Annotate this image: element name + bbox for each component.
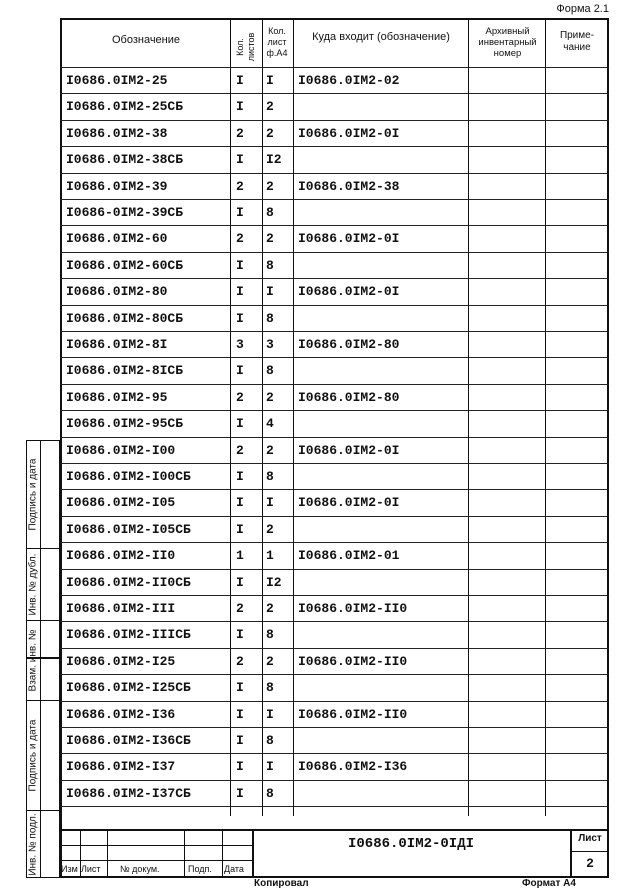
sheet-number: 2 xyxy=(586,856,594,871)
side-label-inv-podl: Инв. № подл. xyxy=(27,812,39,876)
row-where-used: I0686.0IM2-80 xyxy=(298,337,400,352)
row-designation: I0686.0IM2-95 xyxy=(66,389,168,405)
header-designation: Обозначение xyxy=(111,34,181,46)
row-format-count: 2 xyxy=(266,653,274,669)
row-where-used: I0686.0IM2-80 xyxy=(298,389,400,405)
row-format-count: I xyxy=(266,759,274,775)
row-where-used xyxy=(298,569,466,595)
row-designation: I0686.0IM2-I36 xyxy=(66,706,176,722)
row-sheets: I xyxy=(236,574,244,590)
row-sheets: 2 xyxy=(236,125,244,141)
row-designation: I0686.0IM2-I05СБ xyxy=(66,521,191,537)
row-where-used: I0686.0IM2-II0 xyxy=(298,601,408,616)
row-format-count: 2 xyxy=(266,601,274,616)
row-where-used xyxy=(298,94,466,120)
row-sheets: I xyxy=(236,706,244,722)
row-format-count: 8 xyxy=(266,205,274,220)
row-designation: I0686.0IM2-I25 xyxy=(66,653,176,669)
row-designation: I0686.0IM2-III xyxy=(66,601,176,616)
row-line xyxy=(60,806,609,807)
row-format-count: 8 xyxy=(266,785,274,801)
row-sheets: 2 xyxy=(236,601,244,616)
row-sheets: 1 xyxy=(236,548,244,564)
row-format-count: 2 xyxy=(266,125,274,141)
row-where-used xyxy=(298,305,466,331)
header-sheets-count-text: Кол. листов xyxy=(235,32,256,62)
header-archive: Архивный инвентарный номер xyxy=(478,26,537,59)
row-where-used xyxy=(298,411,466,437)
row-sheets: I xyxy=(236,205,244,220)
row-sheets: I xyxy=(236,310,244,326)
row-sheets: I xyxy=(236,521,244,537)
row-designation: I0686-0IM2-39СБ xyxy=(66,205,184,220)
sheet-label: Лист xyxy=(578,833,602,844)
row-sheets: I xyxy=(236,363,244,379)
row-format-count: 2 xyxy=(266,99,274,115)
row-designation: I0686.0IM2-I00СБ xyxy=(66,469,191,484)
row-format-count: 2 xyxy=(266,442,274,458)
row-designation: I0686.0IM2-39 xyxy=(66,178,168,194)
footer-copied: Копировал xyxy=(254,878,309,889)
row-designation: I0686.0IM2-25 xyxy=(66,73,168,88)
row-sheets: 3 xyxy=(236,337,244,352)
row-sheets: I xyxy=(236,416,244,432)
row-where-used: I0686.0IM2-I36 xyxy=(298,759,408,775)
tb-col-d xyxy=(222,829,223,878)
row-format-count: 8 xyxy=(266,363,274,379)
tb-col-list: Лист xyxy=(81,864,101,874)
row-where-used xyxy=(298,252,466,278)
row-format-count: 8 xyxy=(266,469,274,484)
row-where-used: I0686.0IM2-0I xyxy=(298,231,400,247)
row-sheets: 2 xyxy=(236,442,244,458)
row-format-count: 8 xyxy=(266,310,274,326)
row-designation: I0686.0IM2-95СБ xyxy=(66,416,184,432)
row-where-used xyxy=(298,622,466,648)
row-where-used xyxy=(298,516,466,542)
row-sheets: I xyxy=(236,785,244,801)
row-designation: I0686.0IM2-8I xyxy=(66,337,168,352)
row-designation: I0686.0IM2-IIIСБ xyxy=(66,627,191,643)
header-sheets-count xyxy=(231,20,261,64)
row-designation: I0686.0IM2-8IСБ xyxy=(66,363,184,379)
tb-col-b xyxy=(107,829,108,878)
row-designation: I0686.0IM2-I37 xyxy=(66,759,176,775)
row-designation: I0686.0IM2-I37СБ xyxy=(66,785,191,801)
row-sheets: I xyxy=(236,99,244,115)
tb-sheet-divider xyxy=(570,851,609,852)
row-designation: I0686.0IM2-60 xyxy=(66,231,168,247)
row-sheets: I xyxy=(236,152,244,168)
row-designation: I0686.0IM2-80 xyxy=(66,284,168,300)
row-designation: I0686.0IM2-I25СБ xyxy=(66,680,191,696)
row-sheets: I xyxy=(236,495,244,511)
row-where-used: I0686.0IM2-38 xyxy=(298,178,400,194)
row-where-used: I0686.0IM2-0I xyxy=(298,442,400,458)
row-format-count: I xyxy=(266,706,274,722)
row-format-count: I2 xyxy=(266,152,282,168)
row-where-used xyxy=(298,358,466,384)
row-sheets: 2 xyxy=(236,389,244,405)
row-designation: I0686.0IM2-II0СБ xyxy=(66,574,191,590)
footer-format: Формат А4 xyxy=(522,878,576,889)
row-format-count: 8 xyxy=(266,733,274,748)
row-format-count: I xyxy=(266,284,274,300)
row-format-count: 1 xyxy=(266,548,274,564)
row-format-count: 8 xyxy=(266,627,274,643)
side-label-vzam-inv: Взам. инв. № xyxy=(27,629,39,691)
tb-col-c xyxy=(184,829,185,878)
header-where-used: Куда входит (обозначение) xyxy=(312,31,450,43)
row-sheets: 2 xyxy=(236,231,244,247)
row-where-used: I0686.0IM2-0I xyxy=(298,495,400,511)
row-sheets: I xyxy=(236,73,244,88)
doc-code: I0686.0IM2-0IДI xyxy=(347,836,475,852)
row-designation: I0686.0IM2-I00 xyxy=(66,442,176,458)
row-format-count: 2 xyxy=(266,231,274,247)
row-format-count: 4 xyxy=(266,416,274,432)
row-format-count: 2 xyxy=(266,521,274,537)
side-label-sign-date-2: Подпись и дата xyxy=(27,719,39,791)
title-block-top xyxy=(60,829,609,831)
col-line-1 xyxy=(230,18,231,816)
tb-col-date: Дата xyxy=(224,864,244,874)
row-designation: I0686.0IM2-38СБ xyxy=(66,152,184,168)
col-line-5 xyxy=(545,18,546,816)
row-sheets: I xyxy=(236,627,244,643)
tb-col-doc: № докум. xyxy=(120,864,160,874)
row-designation: I0686.0IM2-25СБ xyxy=(66,99,184,115)
form-label: Форма 2.1 xyxy=(556,3,609,15)
row-sheets: I xyxy=(236,284,244,300)
row-designation: I0686.0IM2-I05 xyxy=(66,495,176,511)
row-where-used xyxy=(298,464,466,490)
row-where-used: I0686.0IM2-0I xyxy=(298,284,400,300)
header-format-count: Кол. лист ф.А4 xyxy=(266,26,288,58)
row-sheets: 2 xyxy=(236,653,244,669)
row-where-used xyxy=(298,728,466,754)
row-where-used: I0686.0IM2-01 xyxy=(298,548,400,564)
tb-col-izm: Изм xyxy=(61,864,78,874)
row-sheets: I xyxy=(236,680,244,696)
row-where-used xyxy=(298,675,466,701)
row-where-used: I0686.0IM2-0I xyxy=(298,125,400,141)
col-line-3 xyxy=(293,18,294,816)
row-where-used: I0686.0IM2-II0 xyxy=(298,653,408,669)
row-format-count: I2 xyxy=(266,574,282,590)
row-designation: I0686.0IM2-38 xyxy=(66,125,168,141)
row-sheets: I xyxy=(236,257,244,273)
row-format-count: 8 xyxy=(266,257,274,273)
row-format-count: 8 xyxy=(266,680,274,696)
row-designation: I0686.0IM2-80СБ xyxy=(66,310,184,326)
row-where-used: I0686.0IM2-II0 xyxy=(298,706,408,722)
row-sheets: I xyxy=(236,733,244,748)
side-label-inv-dubl: Инв. № дубл. xyxy=(27,553,39,615)
row-where-used: I0686.0IM2-02 xyxy=(298,73,400,88)
row-sheets: I xyxy=(236,759,244,775)
title-block-row-1 xyxy=(60,845,252,846)
col-line-4 xyxy=(468,18,469,816)
row-sheets: I xyxy=(236,469,244,484)
row-where-used xyxy=(298,147,466,173)
row-sheets: 2 xyxy=(236,178,244,194)
row-format-count: I xyxy=(266,73,274,88)
row-designation: I0686.0IM2-60СБ xyxy=(66,257,184,273)
binding-divider xyxy=(40,440,41,878)
title-block-row-2 xyxy=(60,860,252,861)
tb-col-podp: Подп. xyxy=(188,864,212,874)
side-label-sign-date-1: Подпись и дата xyxy=(27,458,39,530)
row-format-count: 3 xyxy=(266,337,274,352)
row-format-count: 2 xyxy=(266,178,274,194)
row-format-count: 2 xyxy=(266,389,274,405)
header-note: Приме- чание xyxy=(559,30,595,53)
row-where-used xyxy=(298,780,466,806)
col-line-2 xyxy=(262,18,263,816)
row-format-count: I xyxy=(266,495,274,511)
row-designation: I0686.0IM2-I36СБ xyxy=(66,733,191,748)
row-designation: I0686.0IM2-II0 xyxy=(66,548,176,564)
row-where-used xyxy=(298,200,466,226)
